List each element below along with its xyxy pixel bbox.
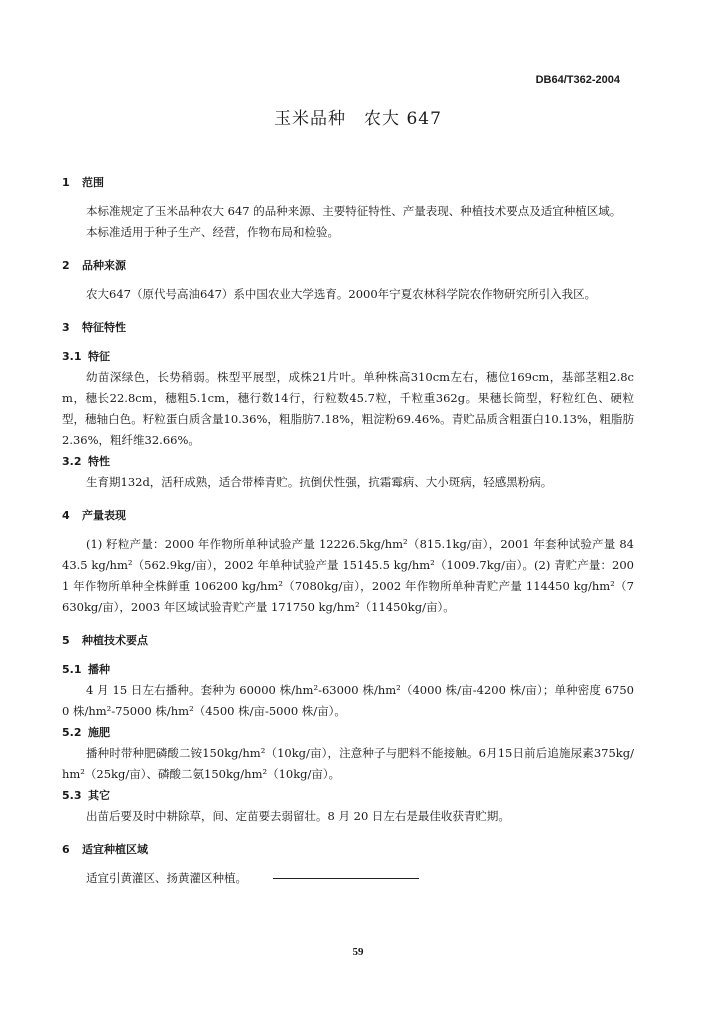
section-number: 2 [62,259,70,272]
paragraph-region: 适宜引黄灌区、扬黄灌区种植。 [86,871,247,885]
subsection-number: 5.2 [62,726,82,739]
subsection-heading-sowing [62,659,634,680]
document-title: 玉米品种 农大 647 [274,109,442,129]
document-body [62,172,634,889]
paragraph-sowing: 4 月 15 日左右播种。套种为 60000 株/hm²-63000 株/hm²（4000 株/亩-4200 株/亩）；单种密度 67500 株/hm²-75000 株/hm²（4500 株/亩-5000 株/亩）。 [62,683,634,718]
section-title: 品种来源 [82,259,126,272]
section-heading-origin [62,255,634,276]
section-title: 适宜种植区域 [82,843,148,856]
subsection-title: 施肥 [88,726,110,739]
section-heading-yield [62,505,634,526]
section-title: 种植技术要点 [82,634,148,647]
paragraph-scope-1: 本标准规定了玉米品种农大 647 的品种来源、主要特征特性、产量表现、种植技术要点及适宜种植区域。 [86,204,622,218]
section-number: 6 [62,843,70,856]
section-number: 3 [62,321,70,334]
section-title: 产量表现 [82,509,126,522]
subsection-heading-features [62,346,634,367]
subsection-title: 其它 [88,789,110,802]
subsection-title: 特征 [88,350,110,363]
section-heading-characteristics [62,317,634,338]
subsection-number: 5.1 [62,663,82,676]
paragraph-features: 幼苗深绿色，长势稍弱。株型平展型，成株21片叶。单种株高310cm左右，穗位169cm，基部茎粗2.8cm，穗长22.8cm，穗粗5.1cm，穗行数14行，行粒数45.7粒，千粒重362g。果穗长筒型，籽粒红色、硬粒型，穗轴白色。籽粒蛋白质含量10.36%，粗脂肪7.18%，粗淀粉69.46%。青贮品质含粗蛋白10.13%，粗脂肪2.36%，粗纤维32.66%。 [62,370,634,447]
paragraph-yield: (1) 籽粒产量：2000 年作物所单种试验产量 12226.5kg/hm²（815.1kg/亩），2001 年套种试验产量 8443.5 kg/hm²（562.9kg/亩），2002 年单种试验产量 15145.5 kg/hm²（1009.7kg/亩）。(2) 青贮产量：2001 年作物所单种全株鲜重 106200 kg/hm²（7080kg/亩），2002 年作物所单种青贮产量 114450 kg/hm²（7630kg/亩），2003 年区域试验青贮产量 171750 kg/hm²（11450kg/亩）。 [62,537,634,614]
subsection-heading-fertilizing [62,722,634,743]
standard-number: DB64/T362-2004 [535,74,620,86]
section-title: 特征特性 [82,321,126,334]
section-title: 范围 [82,176,104,189]
section-number: 4 [62,509,70,522]
subsection-heading-properties [62,451,634,472]
section-heading-cultivation [62,630,634,651]
section-heading-region [62,839,634,860]
subsection-title: 播种 [88,663,110,676]
subsection-title: 特性 [88,455,110,468]
page-number: 59 [352,946,364,958]
paragraph-other: 出苗后要及时中耕除草，间、定苗要去弱留壮。8 月 20 日左右是最佳收获青贮期。 [86,809,510,823]
subsection-number: 5.3 [62,789,82,802]
section-number: 1 [62,176,70,189]
subsection-number: 3.1 [62,350,82,363]
subsection-heading-other [62,785,634,806]
paragraph-properties: 生育期132d，活秆成熟，适合带棒青贮。抗倒伏性强，抗霜霉病、大小斑病，轻感黑粉病。 [86,475,553,489]
end-divider [273,878,419,879]
section-heading-scope [62,172,634,193]
section-number: 5 [62,634,70,647]
paragraph-origin: 农大647（原代号高油647）系中国农业大学选育。2000年宁夏农林科学院农作物研究所引入我区。 [86,287,597,301]
paragraph-fertilizing: 播种时带种肥磷酸二铵150kg/hm²（10kg/亩），注意种子与肥料不能接触。6月15日前后追施尿素375kg/hm²（25kg/亩）、磷酸二氨150kg/hm²（10kg/亩）。 [62,746,634,781]
paragraph-scope-2: 本标准适用于种子生产、经营，作物布局和检验。 [86,225,339,239]
subsection-number: 3.2 [62,455,82,468]
